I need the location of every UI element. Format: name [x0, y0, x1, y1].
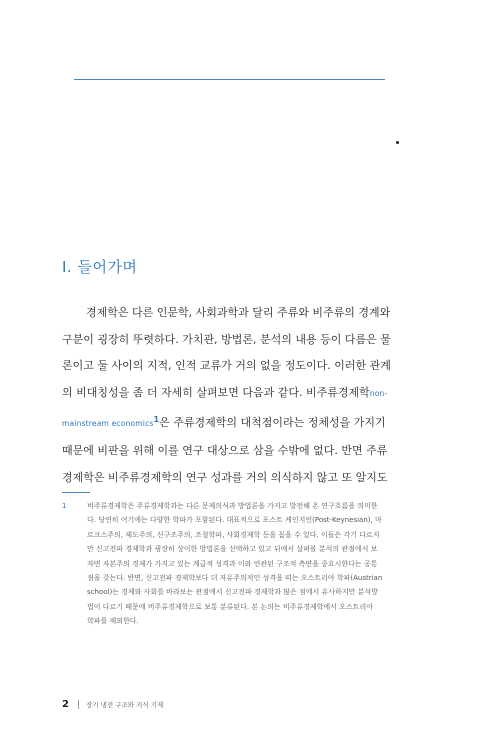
body-paragraph: [62, 300, 430, 491]
footnote-line: 비주류경제학은 주류경제학과는 다른 문제의식과 방법론을 가지고 발전해 온 연구흐름을 의미한: [87, 502, 378, 510]
footnote-number: 1: [62, 502, 67, 510]
footnote-line: 점을 갖는다. 반면, 신고전파 경제학보다 더 자유주의적인 성격을 띠는 오스트리아 학파(Austrian: [87, 574, 383, 583]
footnote-line: 르크스주의, 제도주의, 신구조주의, 조절학파, 사회경제학 등을 꼽을 수 있다. 이들은 각기 다르지: [87, 530, 380, 539]
running-header-separator: [78, 700, 79, 709]
english-gloss: non-: [369, 388, 388, 398]
footnote-text: [87, 499, 432, 629]
body-line: 경제학은 다른 인문학, 사회과학과 달리 주류와 비주류의 경계와: [86, 306, 391, 319]
body-line-text: 의 비대칭성을 좀 더 자세히 살펴보면 다음과 같다. 비주류경제학: [62, 385, 370, 399]
footnote-line: 학파를 제외한다.: [87, 617, 139, 626]
footnote-line: 자면 자본주의 경제가 가지고 있는 계급적 성격과 이와 연관된 구조적 측면을 중요시한다는 공통: [87, 559, 378, 568]
top-rule: [74, 79, 385, 80]
page-number: 2: [62, 699, 69, 710]
running-title: 장기 냉전 구조와 지식 기제: [86, 701, 164, 709]
body-line: 경제학은 비주류경제학의 연구 성과를 거의 의식하지 않고 또 알지도: [62, 470, 388, 484]
body-line: 구분이 굉장히 뚜렷하다. 가치관, 방법론, 분석의 내용 등이 다름은 물: [62, 332, 391, 346]
body-line: 론이고 둘 사이의 지적, 인적 교류가 거의 없을 정도이다. 이러한 관계: [62, 359, 391, 373]
dot-mark: [396, 141, 399, 144]
footnote-rule: [62, 492, 90, 493]
body-line-with-gloss: [62, 380, 430, 408]
footnote-line: 법이 다르기 때문에 비주류경제학으로 보통 분류된다. 본 논의는 비주류경제학에서 오스트리아: [87, 602, 373, 611]
section-heading: I. 들어가며: [62, 258, 138, 276]
body-line-text: 은 주류경제학의 대척점이라는 정체성을 가지기: [159, 416, 386, 430]
english-gloss: mainstream economics: [62, 419, 154, 429]
footnote: [62, 499, 432, 629]
footnote-reference[interactable]: 1: [153, 415, 160, 425]
footnote-line: 만 신고전파 경제학과 굉장히 상이한 방법론을 선택하고 있고 뒤에서 살펴볼 분석의 관점에서 보: [87, 545, 378, 554]
footnote-line: school)는 경제와 사회를 바라보는 관점에서 신고전파 경제학과 많은 점에서 유사하지만 분석방: [87, 588, 378, 597]
body-line-with-footnote: [62, 407, 430, 438]
body-line: 때문에 비판을 위해 이를 연구 대상으로 삼을 수밖에 없다. 반면 주류: [62, 443, 388, 457]
footnote-line: 다. 당연히 여기에는 다양한 학파가 포함된다. 대표적으로 포스트 케인지언(Post-Keynesian), 마: [87, 516, 382, 525]
